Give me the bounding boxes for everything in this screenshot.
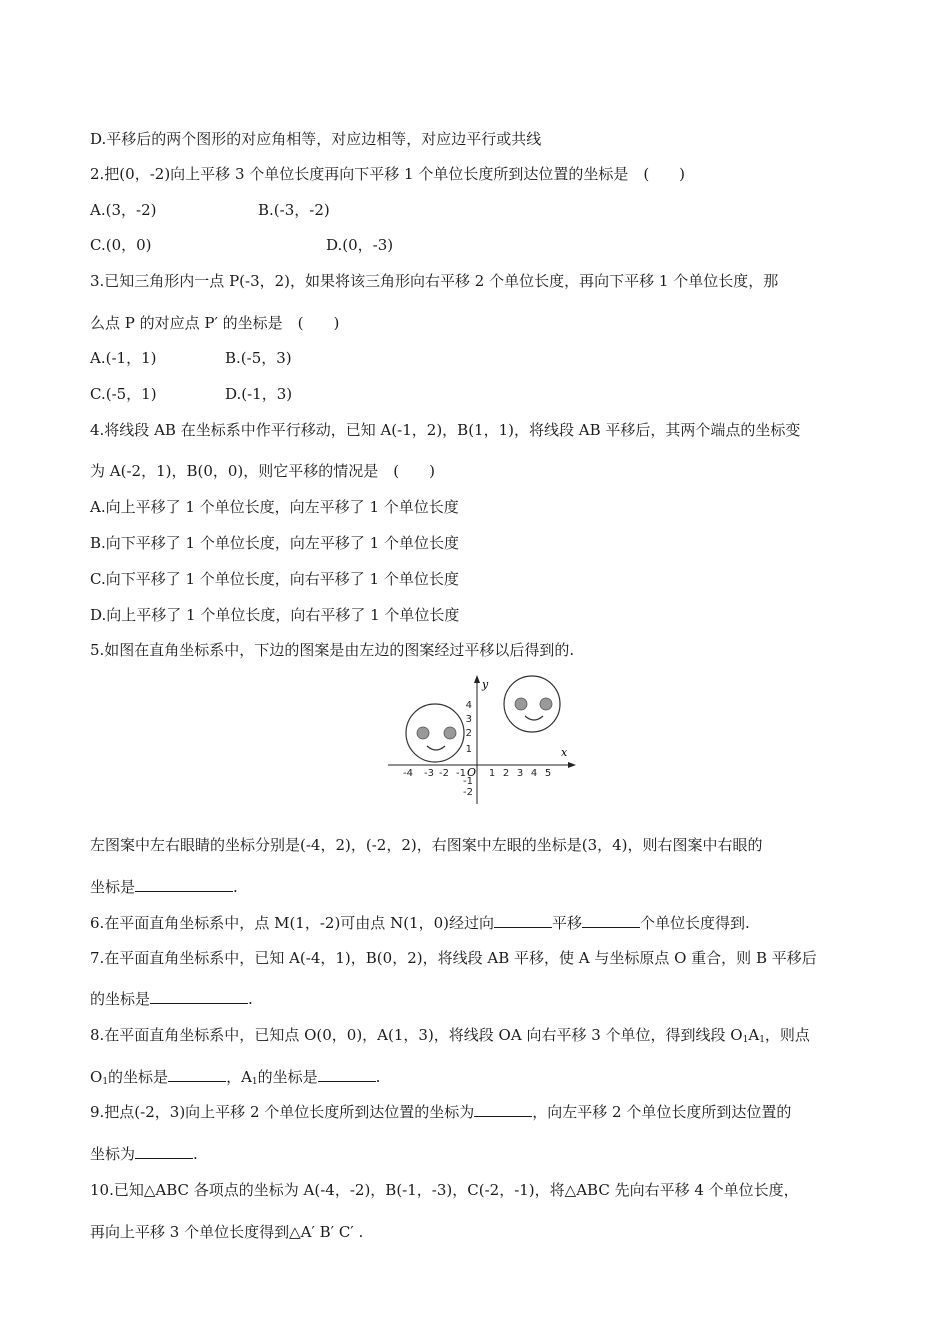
q5-text-line2: [90, 877, 238, 897]
right-face-left-eye: [515, 698, 527, 710]
x-tick-label: 2: [502, 768, 510, 779]
q5-text-suffix: .: [233, 878, 238, 896]
q8-subscript: 1: [742, 1035, 749, 1045]
q8-a1-blank[interactable]: [318, 1067, 376, 1082]
q8-text: ，A: [226, 1068, 252, 1086]
q8-point-a: A: [748, 1026, 760, 1044]
smiley-coordinate-figure: [388, 672, 588, 808]
q5-stem: 5.如图在直角坐标系中，下边的图案是由左边的图案经过平移以后得到的.: [90, 641, 575, 659]
y-tick-label: 3: [465, 714, 472, 725]
x-tick-label: 1: [488, 768, 496, 779]
q10-stem-line1: 10.已知△ABC 各项点的坐标为 A(-4，-2)，B(-1，-3)，C(-2，-1)，将△ABC 先向右平移 4 个单位长度，: [90, 1181, 799, 1199]
q2-option-a: A.(3，-2): [90, 201, 157, 219]
right-face-right-eye: [540, 698, 552, 710]
q7-text-prefix: 的坐标是: [90, 990, 151, 1008]
q3-stem-line2: 么点 P 的对应点 P′ 的坐标是 ( ): [90, 314, 340, 332]
q6-part2: 平移: [551, 914, 582, 932]
x-axis-label: x: [561, 746, 568, 759]
q9-text-suffix: .: [193, 1145, 198, 1163]
q8-stem-line1: [90, 1025, 810, 1050]
q4-option-b: B.向下平移了 1 个单位长度，向左平移了 1 个单位长度: [90, 534, 459, 552]
q2-option-c: C.(0，0): [90, 236, 152, 254]
q8-stem-end: ，则点: [764, 1026, 810, 1044]
q8-stem-text: 8.在平面直角坐标系中，已知点 O(0，0)，A(1，3)，将线段 OA 向右平移 3 个单位，得到线段 O: [90, 1026, 743, 1044]
q2-option-b: B.(-3，-2): [258, 201, 330, 219]
q8-subscript: 1: [759, 1035, 765, 1045]
q6-line: [90, 913, 750, 933]
x-tick-label: 4: [530, 768, 538, 779]
origin-label: O: [467, 766, 477, 779]
q7-answer-blank[interactable]: [150, 989, 248, 1004]
q4-option-c: C.向下平移了 1 个单位长度，向右平移了 1 个单位长度: [90, 570, 459, 588]
x-tick-label: -4: [403, 768, 413, 779]
q9-line1: [90, 1102, 791, 1122]
q3-stem-line1: 3.已知三角形内一点 P(-3，2)，如果将该三角形向右平移 2 个单位长度，再向下平移 1 个单位长度，那: [90, 272, 779, 290]
q8-subscript: 1: [251, 1077, 258, 1087]
q5-text-prefix: 坐标是: [90, 878, 136, 896]
q2-option-d: D.(0，-3): [326, 236, 394, 254]
q7-text-line2: [90, 989, 253, 1009]
x-tick-label: -3: [424, 768, 434, 779]
left-face-right-eye: [444, 727, 456, 739]
y-tick-label: 4: [465, 700, 472, 711]
q3-option-a: A.(-1，1): [90, 349, 157, 367]
q9-part1: 9.把点(-2，3)向上平移 2 个单位长度所到达位置的坐标为: [90, 1103, 475, 1121]
q4-stem-line2: 为 A(-2，1)，B(0，0)，则它平移的情况是 ( ): [90, 462, 435, 480]
x-tick-label: 5: [544, 768, 552, 779]
q8-subscript: 1: [102, 1077, 109, 1087]
y-tick-label: 2: [465, 728, 472, 739]
q8-text: .: [375, 1068, 381, 1086]
q8-o1-blank[interactable]: [168, 1067, 226, 1082]
y-axis-arrow: [474, 675, 480, 683]
q3-option-d: D.(-1，3): [225, 385, 293, 403]
q4-option-a: A.向上平移了 1 个单位长度，向左平移了 1 个单位长度: [90, 498, 459, 516]
q6-distance-blank[interactable]: [582, 913, 640, 928]
y-tick-label: -1: [463, 776, 473, 787]
x-tick-label: 3: [516, 768, 524, 779]
q9-left-blank[interactable]: [135, 1144, 193, 1159]
q5-text-line1: 左图案中左右眼睛的坐标分别是(-4，2)，(-2，2)，右图案中左眼的坐标是(3，4)，则右图案中右眼的: [90, 836, 763, 854]
q3-option-b: B.(-5，3): [225, 349, 292, 367]
q7-stem-line1: 7.在平面直角坐标系中，已知 A(-4，1)，B(0，2)，将线段 AB 平移，使 A 与坐标原点 O 重合，则 B 平移后: [90, 949, 817, 967]
y-tick-label: 1: [465, 744, 472, 755]
q2-stem: 2.把(0，-2)向上平移 3 个单位长度再向下平移 1 个单位长度所到达位置的坐标是 ( ): [90, 165, 686, 183]
q6-part3: 个单位长度得到.: [640, 914, 750, 932]
q4-stem-line1: 4.将线段 AB 在坐标系中作平行移动，已知 A(-1，2)，B(1，1)，将线段 AB 平移后，其两个端点的坐标变: [90, 421, 801, 439]
q7-text-suffix: .: [248, 990, 253, 1008]
x-tick-label: -2: [439, 768, 449, 779]
q4-option-d: D.向上平移了 1 个单位长度，向右平移了 1 个单位长度: [90, 606, 460, 624]
q9-text-prefix: 坐标为: [90, 1145, 136, 1163]
q3-option-c: C.(-5，1): [90, 385, 157, 403]
q9-part2: ，向左平移 2 个单位长度所到达位置的: [532, 1103, 792, 1121]
q6-direction-blank[interactable]: [494, 913, 552, 928]
q1-option-d: D.平移后的两个图形的对应角相等，对应边相等，对应边平行或共线: [90, 130, 542, 148]
x-axis-arrow: [568, 762, 576, 768]
y-axis-label: y: [482, 678, 489, 691]
left-face-left-eye: [417, 727, 429, 739]
q8-point-o: O: [90, 1068, 103, 1086]
q8-text: 的坐标是: [257, 1068, 318, 1086]
y-tick-label: -2: [463, 787, 473, 798]
x-tick-label: -1: [456, 768, 466, 779]
q8-text: 的坐标是: [108, 1068, 169, 1086]
right-smiley-face: [504, 676, 560, 732]
left-smiley-face: [406, 704, 464, 762]
q6-part1: 6.在平面直角坐标系中，点 M(1，-2)可由点 N(1，0)经过向: [90, 914, 494, 932]
q9-up-blank[interactable]: [474, 1102, 532, 1117]
q9-line2: [90, 1144, 198, 1164]
q8-text-line2: [90, 1067, 380, 1092]
q10-stem-line2: 再向上平移 3 个单位长度得到△A′ B′ C′ .: [90, 1223, 364, 1241]
q5-answer-blank[interactable]: [135, 877, 233, 892]
